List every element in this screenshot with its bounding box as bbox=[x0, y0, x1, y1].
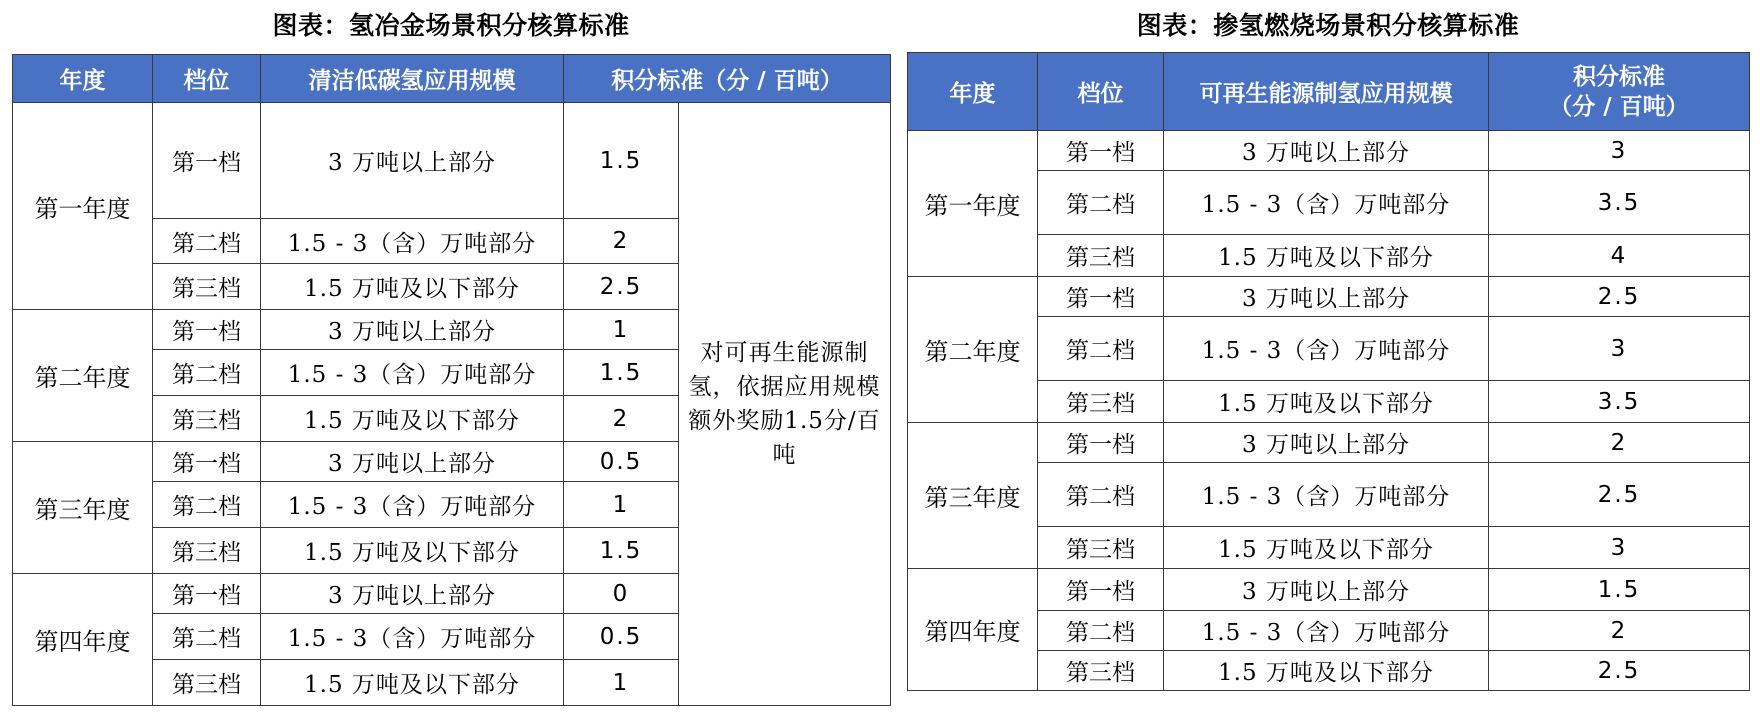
header-tier: 档位 bbox=[1038, 53, 1164, 131]
header-year: 年度 bbox=[13, 55, 153, 103]
score-cell: 1 bbox=[564, 310, 679, 350]
year-cell: 第一年度 bbox=[908, 131, 1038, 277]
scale-cell: 1.5 万吨及以下部分 bbox=[261, 264, 564, 310]
header-score-line1: 积分标准 bbox=[1573, 63, 1665, 90]
score-cell: 1 bbox=[564, 660, 679, 706]
score-cell: 3 bbox=[1489, 317, 1750, 381]
header-scale: 清洁低碳氢应用规模 bbox=[261, 55, 564, 103]
tier-cell: 第一档 bbox=[153, 574, 261, 614]
table-row bbox=[908, 277, 1750, 317]
scale-cell: 3 万吨以上部分 bbox=[261, 442, 564, 482]
score-cell: 2 bbox=[1489, 423, 1750, 463]
score-cell: 2.5 bbox=[1489, 463, 1750, 527]
tier-cell: 第二档 bbox=[1038, 463, 1164, 527]
scale-cell: 3 万吨以上部分 bbox=[261, 103, 564, 219]
tier-cell: 第一档 bbox=[153, 103, 261, 219]
table-row bbox=[908, 569, 1750, 611]
tier-cell: 第二档 bbox=[153, 482, 261, 528]
scale-cell: 1.5 万吨及以下部分 bbox=[261, 528, 564, 574]
renewable-bonus-note: 对可再生能源制氢，依据应用规模额外奖励1.5分/百吨 bbox=[679, 103, 891, 706]
scale-cell: 1.5 - 3（含）万吨部分 bbox=[261, 482, 564, 528]
score-cell: 3 bbox=[1489, 527, 1750, 569]
table-row bbox=[908, 423, 1750, 463]
scale-cell: 1.5 - 3（含）万吨部分 bbox=[261, 350, 564, 396]
score-cell: 2.5 bbox=[564, 264, 679, 310]
year-cell: 第三年度 bbox=[13, 442, 153, 574]
score-cell: 3.5 bbox=[1489, 171, 1750, 235]
header-score: 积分标准（分 / 百吨） bbox=[564, 55, 891, 103]
year-cell: 第四年度 bbox=[908, 569, 1038, 691]
tier-cell: 第三档 bbox=[1038, 381, 1164, 423]
scale-cell: 1.5 - 3（含）万吨部分 bbox=[1164, 463, 1489, 527]
tier-cell: 第二档 bbox=[153, 350, 261, 396]
right-header-row bbox=[908, 53, 1750, 131]
scale-cell: 1.5 - 3（含）万吨部分 bbox=[1164, 611, 1489, 651]
score-cell: 2.5 bbox=[1489, 277, 1750, 317]
tier-cell: 第二档 bbox=[153, 614, 261, 660]
hydrogen-metallurgy-panel bbox=[12, 0, 890, 698]
scale-cell: 1.5 - 3（含）万吨部分 bbox=[261, 614, 564, 660]
tier-cell: 第三档 bbox=[1038, 651, 1164, 691]
score-cell: 0.5 bbox=[564, 614, 679, 660]
tier-cell: 第三档 bbox=[153, 660, 261, 706]
header-score bbox=[1489, 53, 1750, 131]
scale-cell: 3 万吨以上部分 bbox=[1164, 423, 1489, 463]
table-row bbox=[13, 103, 891, 219]
tier-cell: 第一档 bbox=[1038, 131, 1164, 171]
scale-cell: 1.5 万吨及以下部分 bbox=[261, 660, 564, 706]
hydrogen-metallurgy-table bbox=[12, 54, 891, 706]
year-cell: 第三年度 bbox=[908, 423, 1038, 569]
score-cell: 0.5 bbox=[564, 442, 679, 482]
right-table-title: 图表：掺氢燃烧场景积分核算标准 bbox=[1136, 11, 1520, 40]
score-cell: 1.5 bbox=[1489, 569, 1750, 611]
tier-cell: 第三档 bbox=[153, 528, 261, 574]
score-cell: 2 bbox=[564, 219, 679, 264]
score-cell: 1.5 bbox=[564, 350, 679, 396]
tier-cell: 第三档 bbox=[153, 396, 261, 442]
tier-cell: 第三档 bbox=[153, 264, 261, 310]
tier-cell: 第一档 bbox=[1038, 277, 1164, 317]
year-cell: 第一年度 bbox=[13, 103, 153, 310]
scale-cell: 3 万吨以上部分 bbox=[1164, 569, 1489, 611]
year-cell: 第二年度 bbox=[13, 310, 153, 442]
score-cell: 3 bbox=[1489, 131, 1750, 171]
tier-cell: 第二档 bbox=[1038, 171, 1164, 235]
scale-cell: 1.5 - 3（含）万吨部分 bbox=[1164, 317, 1489, 381]
score-cell: 1 bbox=[564, 482, 679, 528]
score-cell: 2 bbox=[1489, 611, 1750, 651]
scale-cell: 3 万吨以上部分 bbox=[261, 310, 564, 350]
score-cell: 2 bbox=[564, 396, 679, 442]
tier-cell: 第一档 bbox=[153, 310, 261, 350]
scale-cell: 1.5 万吨及以下部分 bbox=[1164, 651, 1489, 691]
scale-cell: 1.5 - 3（含）万吨部分 bbox=[261, 219, 564, 264]
scale-cell: 3 万吨以上部分 bbox=[261, 574, 564, 614]
header-score-line2: （分 / 百吨） bbox=[1549, 93, 1689, 120]
left-header-row bbox=[13, 55, 891, 103]
header-scale: 可再生能源制氢应用规模 bbox=[1164, 53, 1489, 131]
score-cell: 2.5 bbox=[1489, 651, 1750, 691]
header-year: 年度 bbox=[908, 53, 1038, 131]
scale-cell: 1.5 - 3（含）万吨部分 bbox=[1164, 171, 1489, 235]
left-table-title: 图表：氢冶金场景积分核算标准 bbox=[272, 11, 630, 40]
year-cell: 第四年度 bbox=[13, 574, 153, 706]
tier-cell: 第三档 bbox=[1038, 527, 1164, 569]
scale-cell: 1.5 万吨及以下部分 bbox=[1164, 381, 1489, 423]
tier-cell: 第一档 bbox=[1038, 569, 1164, 611]
table-row bbox=[908, 131, 1750, 171]
tier-cell: 第二档 bbox=[1038, 317, 1164, 381]
tier-cell: 第三档 bbox=[1038, 235, 1164, 277]
tier-cell: 第二档 bbox=[1038, 611, 1164, 651]
tier-cell: 第二档 bbox=[153, 219, 261, 264]
scale-cell: 3 万吨以上部分 bbox=[1164, 131, 1489, 171]
tier-cell: 第一档 bbox=[1038, 423, 1164, 463]
hydrogen-blending-table bbox=[907, 52, 1750, 691]
scale-cell: 1.5 万吨及以下部分 bbox=[261, 396, 564, 442]
header-tier: 档位 bbox=[153, 55, 261, 103]
score-cell: 0 bbox=[564, 574, 679, 614]
year-cell: 第二年度 bbox=[908, 277, 1038, 423]
scale-cell: 3 万吨以上部分 bbox=[1164, 277, 1489, 317]
score-cell: 4 bbox=[1489, 235, 1750, 277]
scale-cell: 1.5 万吨及以下部分 bbox=[1164, 527, 1489, 569]
hydrogen-blending-panel bbox=[907, 0, 1749, 686]
score-cell: 1.5 bbox=[564, 103, 679, 219]
scale-cell: 1.5 万吨及以下部分 bbox=[1164, 235, 1489, 277]
tier-cell: 第一档 bbox=[153, 442, 261, 482]
score-cell: 1.5 bbox=[564, 528, 679, 574]
score-cell: 3.5 bbox=[1489, 381, 1750, 423]
